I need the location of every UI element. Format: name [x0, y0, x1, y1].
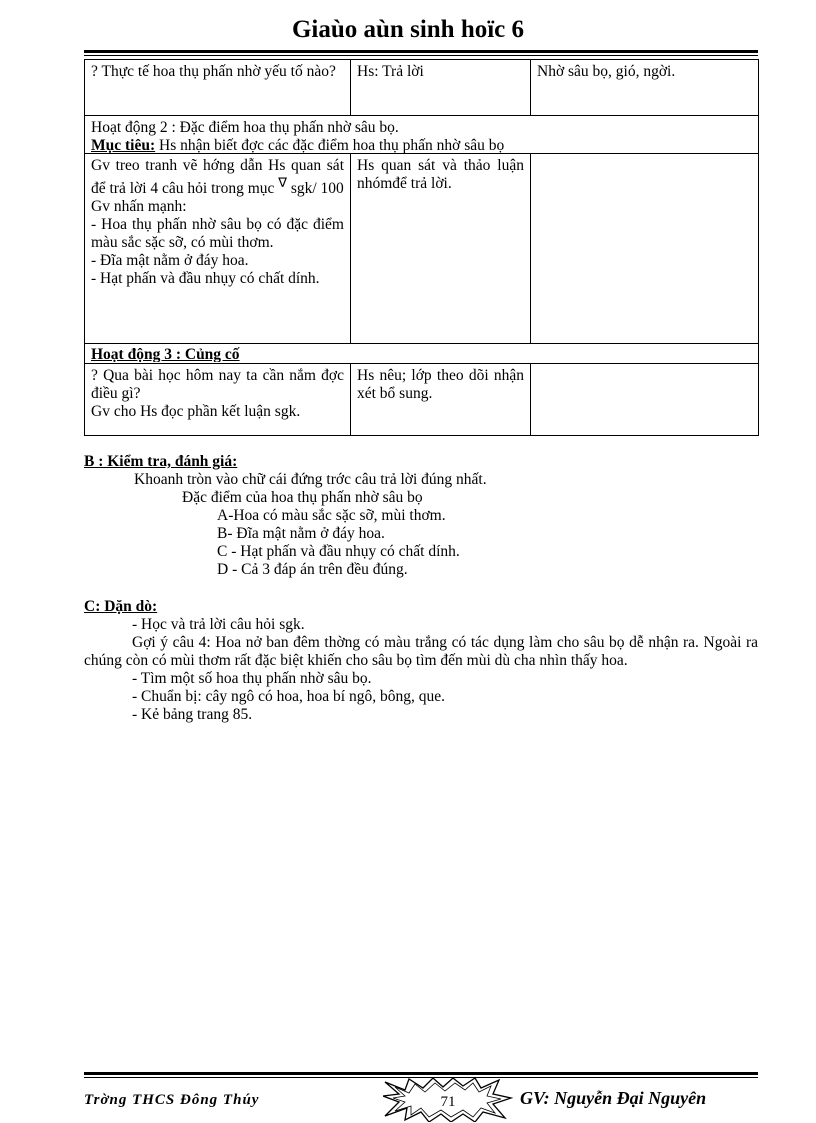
- row2-text-c: Gv nhấn mạnh:: [91, 198, 187, 216]
- page-number: 71: [440, 1094, 456, 1110]
- answer-option: A-Hoa có màu sắc sặc sỡ, mùi thơm.: [217, 507, 446, 524]
- section-b-instruction: Khoanh tròn vào chữ cái đứng trớc câu trả lời đúng nhất.: [134, 471, 487, 488]
- row3-student-cell: Hs nêu; lớp theo dõi nhận xét bổ sung.: [351, 364, 531, 436]
- starburst-page-badge: [383, 1078, 513, 1122]
- section-c: [84, 598, 758, 724]
- section-c-hint: Gợi ý câu 4: Hoa nở ban đêm thờng có màu trắng có tác dụng làm cho sâu bọ dễ nhận ra. Ngoài ra chúng còn có mùi thơm rất đặc biệt khiến cho sâu bọ tìm đến mùi dù cha nhìn thấy hoa.: [84, 634, 758, 669]
- row1-content-cell: Nhờ sâu bọ, gió, ngời.: [531, 60, 759, 116]
- row2-text-a: Gv treo tranh vẽ hớng dẫn Hs quan sát để trả lời 4 câu hỏi trong mục: [91, 157, 344, 198]
- row3-text-b: Gv cho Hs đọc phần kết luận sgk.: [91, 403, 301, 420]
- activity-2-header-cell: [85, 116, 759, 154]
- goal-text: Hs nhận biết đợc các đặc điểm hoa thụ phấn nhờ sâu bọ: [155, 137, 505, 153]
- footer-rule-thick: [84, 1072, 758, 1075]
- section-c-line4: - Chuẩn bị: cây ngô có hoa, hoa bí ngô, bông, que.: [132, 688, 445, 705]
- goal-label: Mục tiêu:: [91, 137, 156, 153]
- section-c-line1: - Học và trả lời câu hỏi sgk.: [132, 616, 305, 633]
- section-c-heading: C: Dặn dò:: [84, 598, 158, 615]
- header-rule-thin: [84, 55, 758, 56]
- row2-text-d: - Hoa thụ phấn nhờ sâu bọ có đặc điểm màu sắc sặc sỡ, có mùi thơm.: [91, 216, 344, 252]
- row2-content-cell: [531, 154, 759, 344]
- section-b-question: Đặc điểm của hoa thụ phấn nhờ sâu bọ: [182, 489, 423, 506]
- row2-text-e: - Đĩa mật nằm ở đáy hoa.: [91, 252, 249, 270]
- page-header-title: Giaùo aùn sinh hoïc 6: [291, 16, 525, 43]
- activity-3-header-row: [85, 344, 759, 364]
- header-rule-thick: [84, 50, 758, 53]
- table-row: [85, 60, 759, 116]
- table-row: [85, 364, 759, 436]
- activity-2-goal: [91, 137, 752, 153]
- footer-teacher-signature: GV: Nguyễn Đại Nguyên: [520, 1088, 707, 1108]
- row1-teacher-cell: ? Thực tế hoa thụ phấn nhờ yếu tố nào?: [85, 60, 351, 116]
- nabla-symbol: ∇: [278, 176, 287, 191]
- row3-content-cell: [531, 364, 759, 436]
- row1-student-cell: Hs: Trả lời: [351, 60, 531, 116]
- row2-text-f: - Hạt phấn và đầu nhụy có chất dính.: [91, 270, 320, 288]
- activity-3-title: Hoạt động 3 : Củng cố: [91, 346, 240, 362]
- activity-3-header-cell: [85, 344, 759, 364]
- activity-2-header-row: [85, 116, 759, 154]
- answer-option: D - Cả 3 đáp án trên đều đúng.: [217, 561, 408, 578]
- row3-text-a: ? Qua bài học hôm nay ta cần nắm đợc điều gì?: [91, 367, 344, 402]
- section-b: [84, 453, 758, 579]
- section-c-line5: - Kẻ bảng trang 85.: [132, 706, 253, 723]
- activity-2-title: Hoạt động 2 : Đặc điểm hoa thụ phấn nhờ sâu bọ.: [91, 119, 399, 136]
- section-c-line3: - Tìm một số hoa thụ phấn nhờ sâu bọ.: [132, 670, 372, 687]
- row2-teacher-text: [91, 157, 344, 198]
- row3-teacher-cell: [85, 364, 351, 436]
- table-row: [85, 154, 759, 344]
- row2-teacher-cell: [85, 154, 351, 344]
- row2-text-b: sgk/ 100: [286, 180, 344, 198]
- lesson-table: [84, 59, 759, 436]
- row2-student-cell: Hs quan sát và thảo luận nhómđể trả lời.: [351, 154, 531, 344]
- footer-school: Trờng THCS Đông Thúy: [84, 1092, 260, 1108]
- answer-option: B- Đĩa mật nằm ở đáy hoa.: [217, 525, 385, 542]
- answer-option: C - Hạt phấn và đầu nhụy có chất dính.: [217, 543, 460, 560]
- section-b-heading: B : Kiểm tra, đánh giá:: [84, 453, 238, 470]
